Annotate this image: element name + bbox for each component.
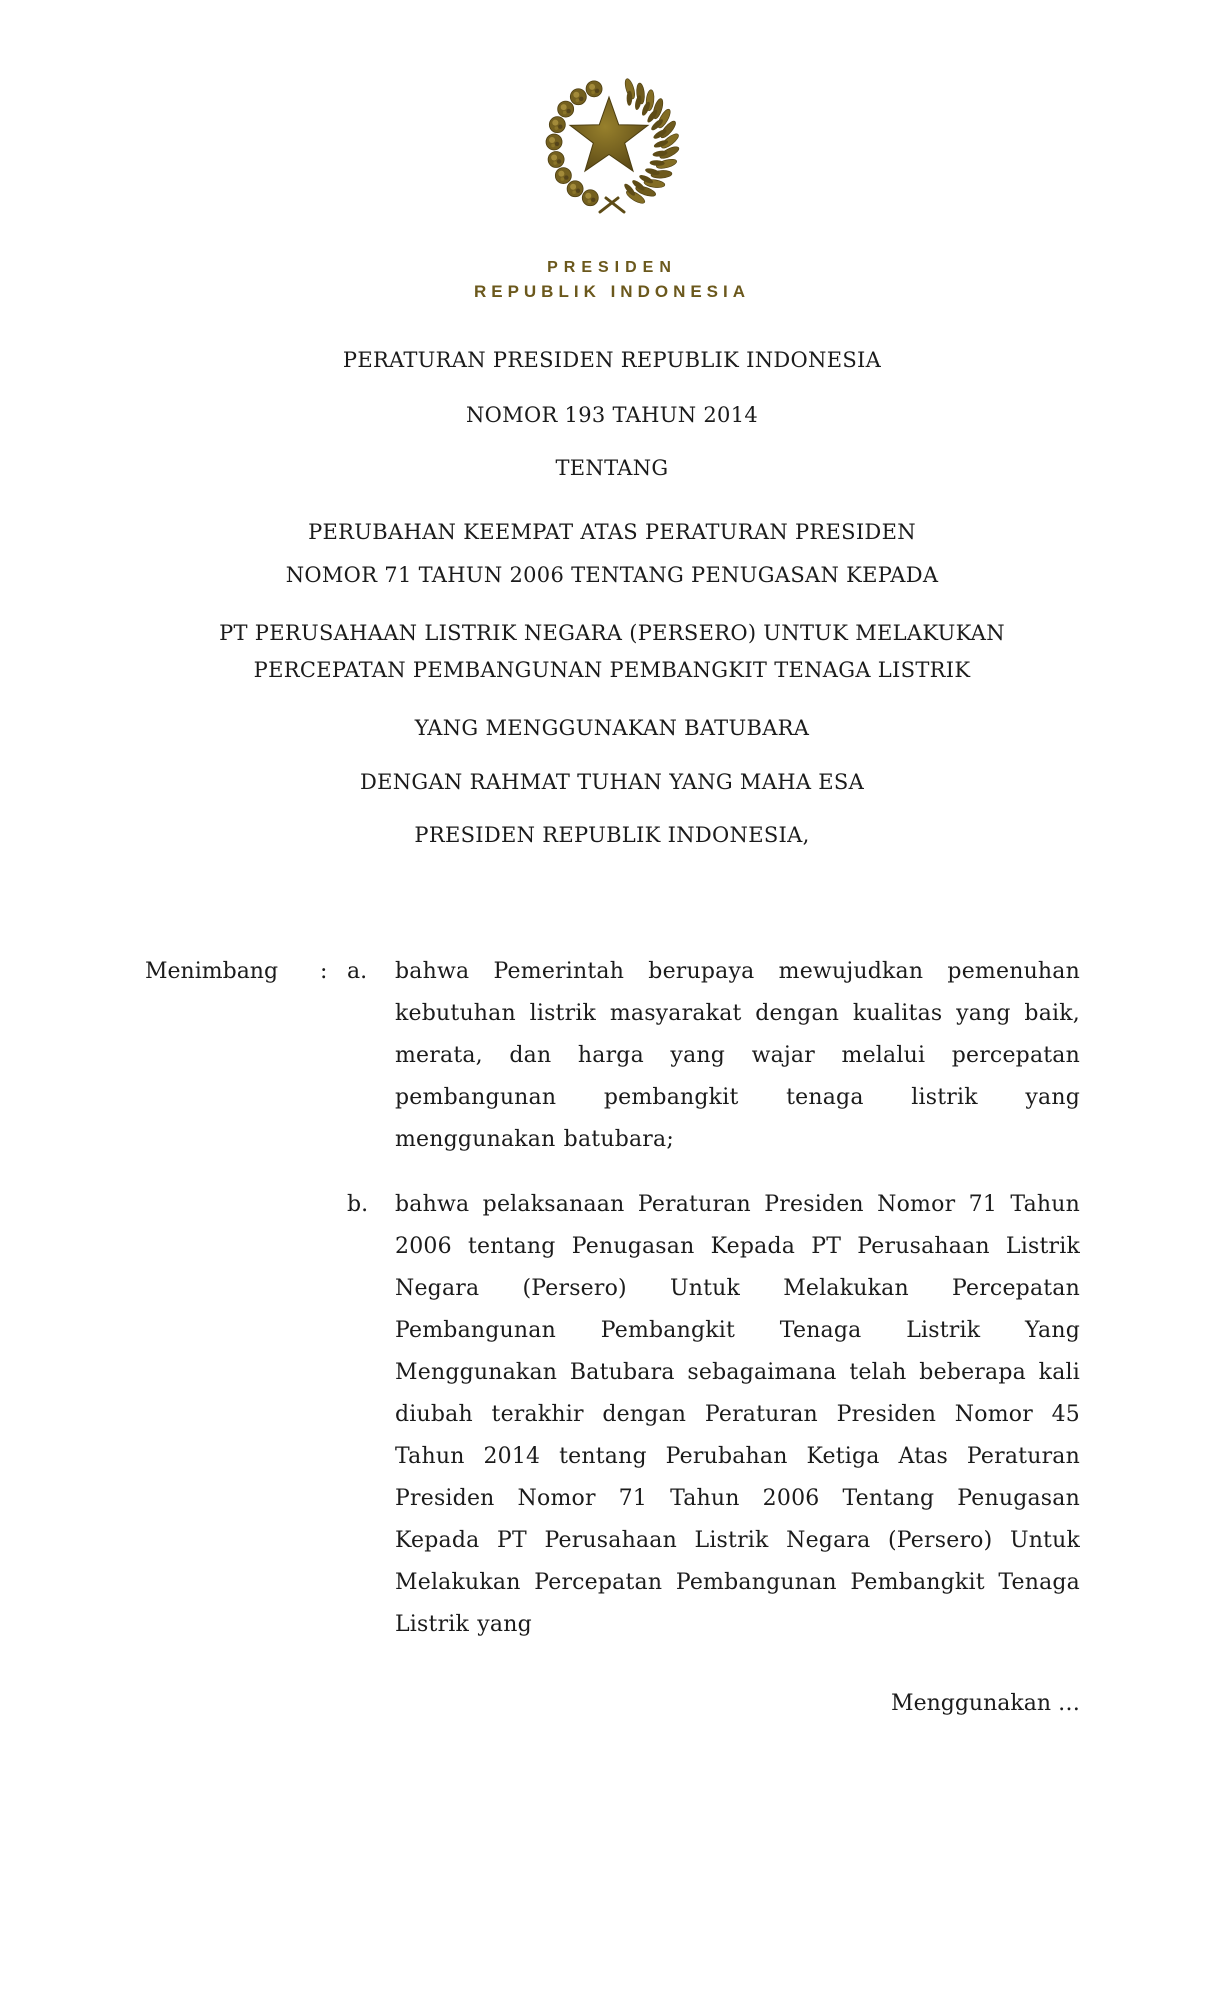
title-line-subject-4: PERCEPATAN PEMBANGUNAN PEMBANGKIT TENAGA LISTRIK — [253, 658, 971, 682]
page-catchword: Menggunakan … — [891, 1691, 1080, 1716]
consideration-row-a — [145, 951, 1080, 1161]
consideration-paragraph-a: bahwa Pemerintah berupaya mewujudkan pemenuhan kebutuhan listrik masyarakat dengan kualitas yang baik, merata, dan harga yang wajar melalui percepatan pembangunan pembangkit tenaga listrik yang menggunakan batubara; — [395, 959, 1080, 1152]
consideration-letter-a: a. — [347, 959, 368, 984]
letterhead-presiden: PRESIDEN — [547, 259, 677, 276]
consideration-letter-b: b. — [347, 1192, 369, 1217]
title-line-subject-3: PT PERUSAHAAN LISTRIK NEGARA (PERSERO) UNTUK MELAKUKAN — [219, 621, 1005, 645]
considerations-label: Menimbang — [145, 959, 279, 984]
consideration-row-b — [145, 1184, 1080, 1646]
considerations-colon: : — [320, 959, 328, 984]
title-line-subject-5: YANG MENGGUNAKAN BATUBARA — [414, 716, 810, 740]
title-line-subject-1: PERUBAHAN KEEMPAT ATAS PERATURAN PRESIDEN — [308, 520, 916, 544]
title-line-subject-2: NOMOR 71 TAHUN 2006 TENTANG PENUGASAN KEPADA — [285, 563, 939, 587]
presidential-seal-icon — [536, 72, 688, 216]
title-line-number: NOMOR 193 TAHUN 2014 — [465, 403, 759, 427]
letterhead — [0, 258, 1224, 303]
considerations-section — [145, 951, 1080, 1646]
letterhead-republik-indonesia: REPUBLIK INDONESIA — [473, 282, 751, 301]
title-line-regulation: PERATURAN PRESIDEN REPUBLIK INDONESIA — [342, 348, 882, 372]
title-line-invocation: DENGAN RAHMAT TUHAN YANG MAHA ESA — [359, 770, 865, 794]
title-line-tentang: TENTANG — [555, 456, 669, 480]
regulation-title-block — [60, 346, 1164, 849]
consideration-paragraph-b: bahwa pelaksanaan Peraturan Presiden Nomor 71 Tahun 2006 tentang Penugasan Kepada PT Perusahaan Listrik Negara (Persero) Untuk Melakukan Percepatan Pembangunan Pembangkit Tenaga Listrik Yang Menggunakan Batubara sebagaimana telah beberapa kali diubah terakhir dengan Peraturan Presiden Nomor 45 Tahun 2014 tentang Perubahan Ketiga Atas Peraturan Presiden Nomor 71 Tahun 2006 Tentang Penugasan Kepada PT Perusahaan Listrik Negara (Persero) Untuk Melakukan Percepatan Pembangunan Pembangkit Tenaga Listrik yang — [395, 1192, 1080, 1637]
title-line-president: PRESIDEN REPUBLIK INDONESIA, — [414, 823, 810, 847]
